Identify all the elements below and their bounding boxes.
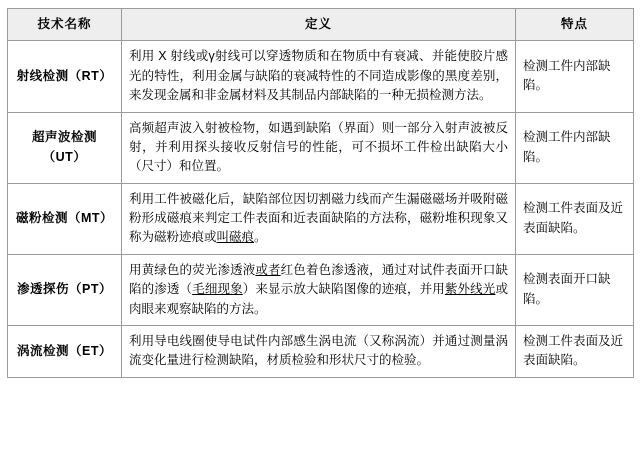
technique-definition: 用黄绿色的荧光渗透液或者红色着色渗透液，通过对试件表面开口缺陷的渗透（毛细现象）来显示放大缺陷图像的迹痕，并用紫外线光或肉眼来观察缺陷的方法。 bbox=[122, 254, 516, 325]
technique-definition: 利用 X 射线或γ射线可以穿透物质和在物质中有衰减、并能使胶片感光的特性，利用金属与缺陷的衰减特性的不同造成影像的黑度差别，来发现金属和非金属材料及其制品内部缺陷的一种无损检测方法。 bbox=[122, 41, 516, 112]
table-row bbox=[8, 325, 634, 377]
table-row bbox=[8, 183, 634, 254]
table-row bbox=[8, 112, 634, 183]
technique-name: 涡流检测（ET） bbox=[8, 325, 122, 377]
technique-name: 射线检测（RT） bbox=[8, 41, 122, 112]
technique-definition: 利用工件被磁化后，缺陷部位因切割磁力线而产生漏磁磁场并吸附磁粉形成磁痕来判定工件表面和近表面缺陷的方法称，磁粉堆积现象又称为磁粉迹痕或叫磁痕。 bbox=[122, 183, 516, 254]
technique-name: 超声波检测（UT） bbox=[8, 112, 122, 183]
table-header bbox=[8, 9, 634, 41]
technique-name: 渗透探伤（PT） bbox=[8, 254, 122, 325]
table-row bbox=[8, 254, 634, 325]
column-header-name: 技术名称 bbox=[8, 9, 122, 41]
nondestructive-testing-table bbox=[7, 8, 634, 378]
column-header-feature: 特点 bbox=[516, 9, 634, 41]
column-header-definition: 定义 bbox=[122, 9, 516, 41]
technique-feature: 检测表面开口缺陷。 bbox=[516, 254, 634, 325]
header-row bbox=[8, 9, 634, 41]
table-body bbox=[8, 41, 634, 377]
technique-feature: 检测工件表面及近表面缺陷。 bbox=[516, 183, 634, 254]
technique-feature: 检测工件内部缺陷。 bbox=[516, 41, 634, 112]
technique-definition: 利用导电线圈使导电试件内部感生涡电流（又称涡流）并通过测量涡流变化量进行检测缺陷，材质检验和形状尺寸的检验。 bbox=[122, 325, 516, 377]
table-row bbox=[8, 41, 634, 112]
technique-name: 磁粉检测（MT） bbox=[8, 183, 122, 254]
technique-definition: 高频超声波入射被检物，如遇到缺陷（界面）则一部分入射声波被反射，并利用探头接收反射信号的性能，可不损坏工件检出缺陷大小（尺寸）和位置。 bbox=[122, 112, 516, 183]
technique-feature: 检测工件表面及近表面缺陷。 bbox=[516, 325, 634, 377]
technique-feature: 检测工件内部缺陷。 bbox=[516, 112, 634, 183]
